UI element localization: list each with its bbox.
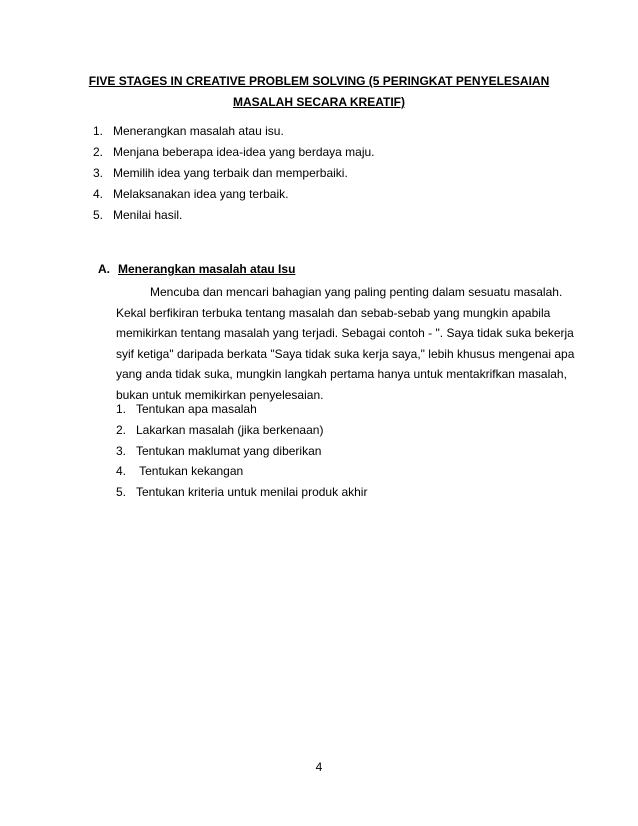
list-item [116, 420, 556, 441]
list-item-number: 3. [93, 166, 104, 180]
list-item-number: 4. [93, 187, 104, 201]
list-item-number: 4. [116, 464, 127, 479]
document-title-line-1: FIVE STAGES IN CREATIVE PROBLEM SOLVING (5 PERINGKAT PENYELESAIAN [88, 74, 550, 88]
document-title-line-2: MASALAH SECARA KREATIF) [233, 95, 405, 109]
list-item-text: Tentukan maklumat yang diberikan [136, 443, 322, 458]
list-item-text: Memilih idea yang terbaik dan memperbaiki. [113, 166, 348, 180]
list-item-number: 5. [93, 208, 104, 222]
section-a-steps-list [116, 399, 556, 503]
list-item-number: 5. [116, 485, 127, 500]
paragraph-line: memikirkan tentang masalah yang terjadi. Sebagai contoh - ". Saya tidak suka bekerja [116, 326, 574, 341]
section-a-heading [98, 259, 295, 280]
stages-list [93, 121, 553, 226]
list-item [93, 121, 553, 142]
section-letter: A. [98, 262, 110, 276]
list-item [116, 461, 556, 482]
list-item [93, 142, 553, 163]
section-a-paragraph [116, 282, 575, 406]
list-item-text: Tentukan kekangan [136, 464, 244, 479]
list-item-number: 1. [93, 124, 104, 138]
paragraph-line: bukan untuk memikirkan penyelesaian. [116, 387, 324, 402]
list-item [116, 482, 556, 503]
list-item [93, 184, 553, 205]
section-heading-text: Menerangkan masalah atau Isu [118, 262, 296, 276]
page-number: 4 [315, 760, 323, 774]
list-item-number: 2. [93, 145, 104, 159]
list-item-text: Tentukan kriteria untuk menilai produk akhir [136, 485, 368, 500]
paragraph-line: syif ketiga" daripada berkata "Saya tidak suka kerja saya," lebih khusus mengenai apa [116, 346, 575, 361]
list-item-text: Menjana beberapa idea-idea yang berdaya maju. [113, 145, 375, 159]
list-item [93, 205, 553, 226]
paragraph-line: Kekal berfikiran terbuka tentang masalah dan sebab-sebab yang mungkin apabila [116, 305, 551, 320]
list-item [116, 399, 556, 420]
list-item-text: Melaksanakan idea yang terbaik. [113, 187, 289, 201]
list-item-number: 2. [116, 422, 127, 437]
list-item [116, 441, 556, 462]
list-item-number: 3. [116, 443, 127, 458]
list-item [93, 163, 553, 184]
list-item-text: Lakarkan masalah (jika berkenaan) [136, 422, 324, 437]
list-item-text: Tentukan apa masalah [136, 402, 257, 416]
list-item-text: Menerangkan masalah atau isu. [113, 124, 284, 138]
list-item-text: Menilai hasil. [113, 208, 183, 222]
list-item-number: 1. [116, 402, 127, 416]
paragraph-line: yang anda tidak suka, mungkin langkah pertama hanya untuk mentakrifkan masalah, [116, 367, 567, 382]
paragraph-line: Mencuba dan mencari bahagian yang paling penting dalam sesuatu masalah. [150, 285, 563, 299]
